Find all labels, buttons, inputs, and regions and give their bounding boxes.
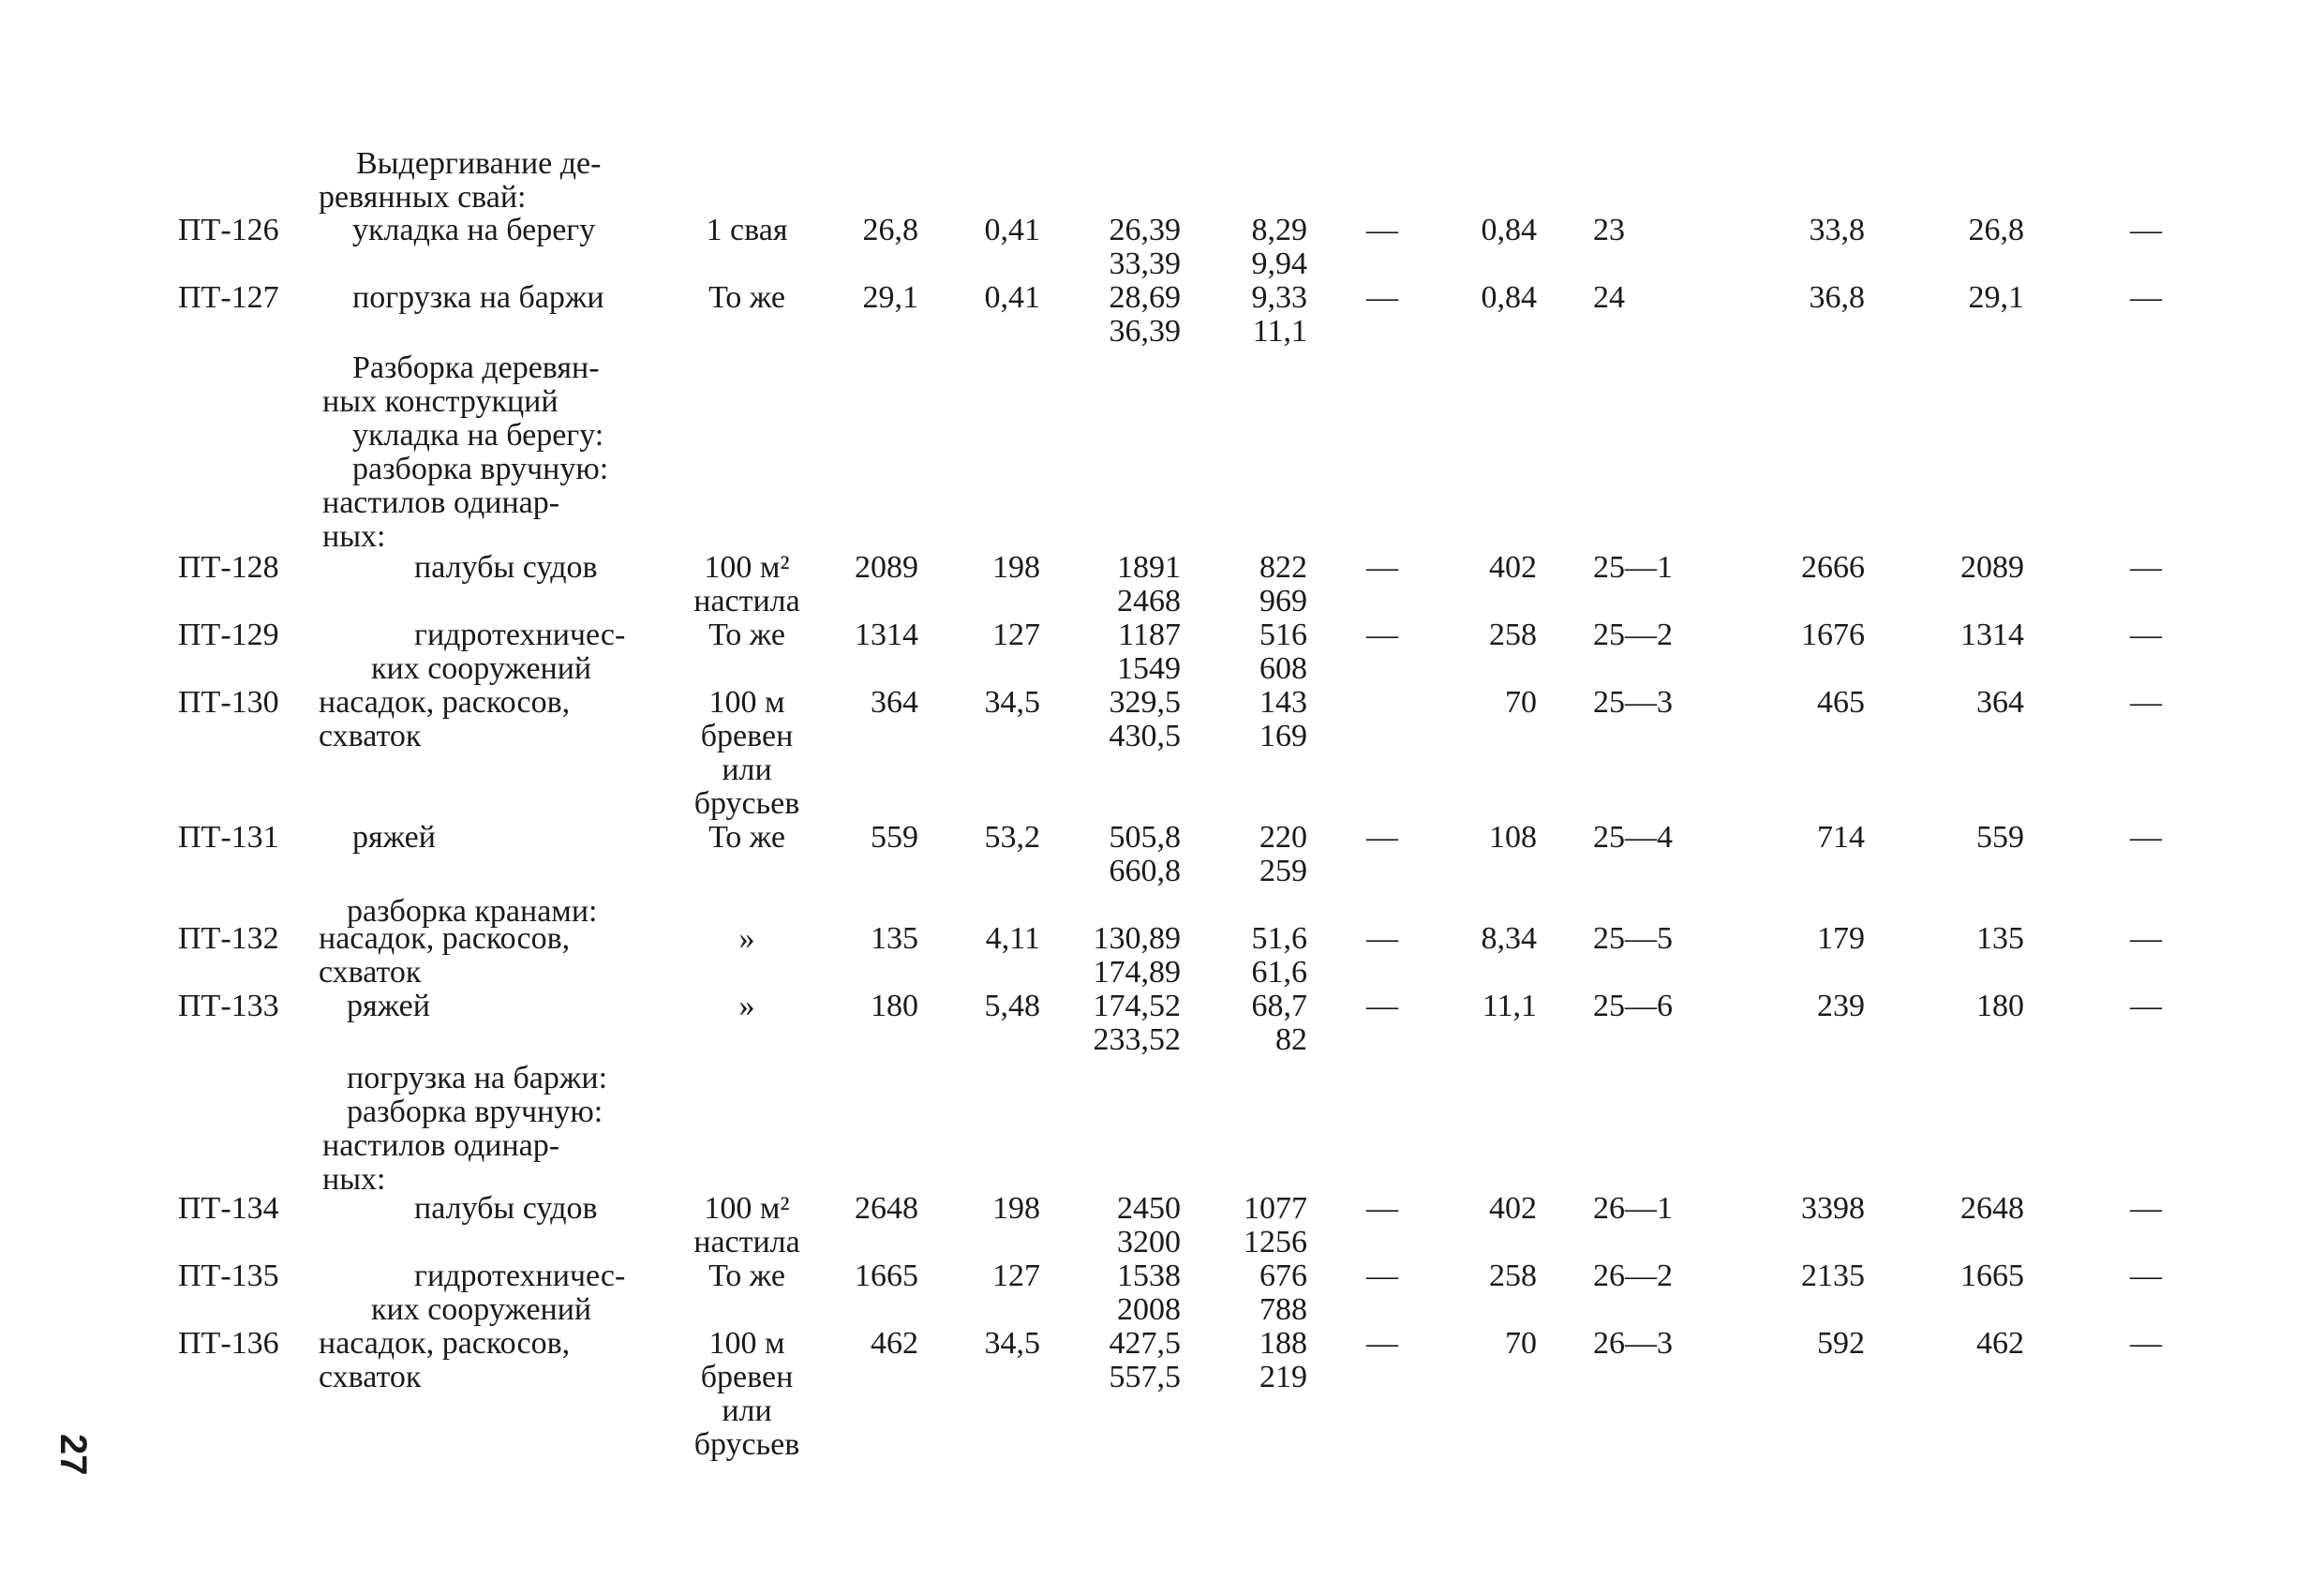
value-cell-total: 364 — [871, 685, 918, 720]
value-cell-pair-b-line: 82 — [1275, 1022, 1307, 1057]
value-cell-pair-b-line: 788 — [1259, 1292, 1307, 1327]
code-cell: ПТ-126 — [178, 213, 279, 247]
value-cell-total: 135 — [871, 921, 918, 956]
value-cell-pair-a — [1040, 1192, 1181, 1259]
dash-cell-last: — — [2130, 280, 2162, 315]
code-cell: ПТ-132 — [178, 921, 279, 956]
value-cell-labor: 70 — [1505, 1326, 1537, 1361]
value-cell-pair-b-line: 51,6 — [1251, 921, 1307, 956]
value-cell-pair-a — [1040, 1327, 1181, 1394]
description-cell — [309, 1192, 675, 1226]
value-cell-pair-a-line: 174,89 — [1093, 955, 1181, 990]
value-cell-total: 26,8 — [862, 213, 918, 247]
unit-cell — [677, 1192, 817, 1259]
description-cell-line: палубы судов — [414, 1191, 598, 1226]
value-cell-pair-a — [1040, 821, 1181, 888]
unit-cell-line: То же — [708, 280, 785, 315]
dash-cell: — — [1366, 1326, 1398, 1361]
value-cell-pair-a-line: 1538 — [1117, 1259, 1181, 1293]
value-cell-pair-a — [1040, 990, 1181, 1057]
value-cell-machine: 53,2 — [984, 820, 1040, 855]
unit-cell — [677, 214, 817, 247]
dash-cell-last: — — [2130, 618, 2162, 652]
heading-line: разборка вручную: — [347, 1095, 603, 1129]
value-cell-pair-b-line: 969 — [1259, 584, 1307, 618]
description-cell — [309, 821, 675, 855]
description-cell — [309, 618, 675, 686]
value-cell-pair-a-line: 1187 — [1118, 618, 1181, 652]
unit-cell-line: брусьев — [693, 786, 800, 821]
value-cell-pair-b-line: 219 — [1259, 1360, 1307, 1394]
reference-cell: 25—3 — [1593, 685, 1673, 720]
value-cell-machine: 198 — [992, 550, 1040, 585]
value-cell-machine: 5,48 — [984, 989, 1040, 1023]
value-cell-total: 462 — [871, 1326, 918, 1361]
page-number: 27 — [52, 1434, 94, 1476]
dash-cell: — — [1366, 213, 1398, 247]
code-cell: ПТ-134 — [178, 1191, 279, 1226]
description-cell-line: схваток — [319, 955, 422, 990]
description-cell — [309, 990, 675, 1023]
value-cell-pair-b-line: 143 — [1259, 685, 1307, 720]
unit-cell-line: 100 м² — [704, 550, 790, 585]
description-cell-line: палубы судов — [414, 550, 598, 585]
value-cell-pair-b-line: 169 — [1259, 719, 1307, 753]
unit-cell — [677, 922, 817, 956]
value-cell-pair-a-line: 505,8 — [1109, 820, 1181, 855]
value-cell-pair-b-line: 516 — [1259, 618, 1307, 652]
section-heading-pile-extraction — [309, 147, 675, 215]
value-cell-pair-a-line: 557,5 — [1109, 1360, 1181, 1394]
value-cell-pair-a-line: 1549 — [1117, 651, 1181, 686]
unit-cell-line: 100 м² — [704, 1191, 790, 1226]
unit-cell-line: настила — [693, 1225, 800, 1259]
value-cell-total: 2089 — [855, 550, 918, 585]
description-cell-line: ких сооружений — [371, 651, 592, 686]
heading-line: настилов одинар- — [322, 485, 560, 520]
value-cell-machine: 127 — [992, 618, 1040, 652]
dash-cell-last: — — [2130, 820, 2162, 855]
value-cell-labor: 8,34 — [1481, 921, 1537, 956]
value-cell-total: 29,1 — [862, 280, 918, 315]
value-cell-pair-a-line: 33,39 — [1109, 246, 1181, 281]
value-cell-final: 559 — [1976, 820, 2024, 855]
description-cell — [309, 686, 675, 753]
value-cell-pair-a — [1040, 214, 1181, 281]
value-cell-pair-b-line: 608 — [1259, 651, 1307, 686]
value-cell-total: 559 — [871, 820, 918, 855]
value-cell-labor: 402 — [1489, 1191, 1537, 1226]
unit-cell-line: » — [738, 921, 755, 956]
value-cell-final: 364 — [1976, 685, 2024, 720]
value-cell-pair-b-line: 8,29 — [1251, 213, 1307, 247]
dash-cell-last: — — [2130, 685, 2162, 720]
value-cell-pair-b-line: 9,33 — [1251, 280, 1307, 315]
value-cell-pair-a-line: 130,89 — [1093, 921, 1181, 956]
dash-cell-last: — — [2130, 550, 2162, 585]
dash-cell: — — [1366, 921, 1398, 956]
value-cell-labor: 11,1 — [1482, 989, 1537, 1023]
value-cell-total: 1314 — [855, 618, 918, 652]
value-cell-index: 2135 — [1801, 1259, 1865, 1293]
unit-cell-line: 100 м — [708, 1326, 785, 1361]
description-cell — [309, 281, 675, 315]
reference-cell: 24 — [1593, 280, 1625, 315]
value-cell-index: 3398 — [1801, 1191, 1865, 1226]
reference-cell: 26—1 — [1593, 1191, 1673, 1226]
value-cell-pair-b — [1181, 922, 1307, 990]
unit-cell — [677, 618, 817, 652]
description-cell-line: укладка на берегу — [352, 213, 596, 247]
description-cell-line: насадок, раскосов, — [319, 1326, 571, 1361]
unit-cell — [677, 1327, 817, 1462]
value-cell-pair-b-line: 61,6 — [1251, 955, 1307, 990]
dash-cell-last: — — [2130, 1259, 2162, 1293]
value-cell-machine: 4,11 — [985, 921, 1040, 956]
heading-line: разборка вручную: — [352, 452, 609, 486]
unit-cell-line: То же — [708, 1259, 785, 1293]
value-cell-machine: 127 — [992, 1259, 1040, 1293]
description-cell-line: ряжей — [347, 989, 430, 1023]
value-cell-index: 179 — [1817, 921, 1865, 956]
value-cell-machine: 0,41 — [984, 213, 1040, 247]
value-cell-pair-b-line: 188 — [1259, 1326, 1307, 1361]
unit-cell-line: 100 м — [708, 685, 785, 720]
value-cell-pair-a-line: 427,5 — [1109, 1326, 1181, 1361]
value-cell-index: 2666 — [1801, 550, 1865, 585]
code-cell: ПТ-135 — [178, 1259, 279, 1293]
value-cell-pair-b — [1181, 990, 1307, 1057]
value-cell-pair-a-line: 2450 — [1117, 1191, 1181, 1226]
section-heading-barge-loading — [309, 1062, 675, 1197]
value-cell-index: 239 — [1817, 989, 1865, 1023]
reference-cell: 25—6 — [1593, 989, 1673, 1023]
value-cell-index: 1676 — [1801, 618, 1865, 652]
value-cell-labor: 258 — [1489, 618, 1537, 652]
value-cell-labor: 0,84 — [1481, 280, 1537, 315]
value-cell-index: 33,8 — [1809, 213, 1865, 247]
dash-cell-last: — — [2130, 1326, 2162, 1361]
value-cell-machine: 198 — [992, 1191, 1040, 1226]
description-cell-line: насадок, раскосов, — [319, 921, 571, 956]
value-cell-index: 592 — [1817, 1326, 1865, 1361]
reference-cell: 26—3 — [1593, 1326, 1673, 1361]
unit-cell-line: брусьев — [693, 1427, 800, 1462]
value-cell-pair-b-line: 11,1 — [1252, 314, 1307, 349]
unit-cell-line: или — [722, 752, 772, 787]
heading-line: ных: — [322, 519, 386, 554]
value-cell-pair-a-line: 2468 — [1117, 584, 1181, 618]
unit-cell — [677, 990, 817, 1023]
value-cell-labor: 0,84 — [1481, 213, 1537, 247]
value-cell-labor: 108 — [1489, 820, 1537, 855]
value-cell-final: 135 — [1976, 921, 2024, 956]
reference-cell: 25—4 — [1593, 820, 1673, 855]
dash-cell: — — [1366, 820, 1398, 855]
value-cell-pair-b-line: 220 — [1259, 820, 1307, 855]
value-cell-final: 1665 — [1960, 1259, 2024, 1293]
value-cell-pair-a-line: 3200 — [1117, 1225, 1181, 1259]
value-cell-pair-b-line: 9,94 — [1251, 246, 1307, 281]
value-cell-final: 26,8 — [1968, 213, 2024, 247]
dash-cell: — — [1366, 1259, 1398, 1293]
value-cell-pair-a-line: 36,39 — [1109, 314, 1181, 349]
description-cell — [309, 1327, 675, 1394]
reference-cell: 25—2 — [1593, 618, 1673, 652]
value-cell-pair-b-line: 259 — [1259, 854, 1307, 888]
value-cell-pair-a — [1040, 922, 1181, 990]
value-cell-pair-a-line: 2008 — [1117, 1292, 1181, 1327]
section-heading-dismantling — [309, 351, 675, 554]
unit-cell-line: То же — [708, 820, 785, 855]
value-cell-pair-b-line: 676 — [1259, 1259, 1307, 1293]
value-cell-pair-b-line: 68,7 — [1251, 989, 1307, 1023]
value-cell-pair-a — [1040, 1259, 1181, 1327]
unit-cell — [677, 821, 817, 855]
description-cell — [309, 551, 675, 585]
code-cell: ПТ-136 — [178, 1326, 279, 1361]
value-cell-machine: 0,41 — [984, 280, 1040, 315]
unit-cell — [677, 551, 817, 618]
unit-cell — [677, 686, 817, 821]
value-cell-pair-b — [1181, 821, 1307, 888]
description-cell-line: схваток — [319, 1360, 422, 1394]
description-cell-line: гидротехничес- — [414, 1259, 626, 1293]
dash-cell-last: — — [2130, 989, 2162, 1023]
value-cell-pair-b-line: 822 — [1259, 550, 1307, 585]
dash-cell: — — [1366, 989, 1398, 1023]
value-cell-pair-a — [1040, 686, 1181, 753]
heading-line: настилов одинар- — [322, 1128, 560, 1163]
value-cell-pair-b — [1181, 686, 1307, 753]
value-cell-pair-a-line: 1891 — [1117, 550, 1181, 585]
heading-line: Выдергивание де- — [356, 146, 602, 181]
value-cell-index: 714 — [1817, 820, 1865, 855]
value-cell-pair-a — [1040, 551, 1181, 618]
value-cell-pair-a — [1040, 281, 1181, 349]
value-cell-labor: 402 — [1489, 550, 1537, 585]
unit-cell-line: » — [738, 989, 755, 1023]
description-cell-line: схваток — [319, 719, 422, 753]
description-cell-line: гидротехничес- — [414, 618, 626, 652]
dash-cell-last: — — [2130, 213, 2162, 247]
dash-cell: — — [1366, 550, 1398, 585]
reference-cell: 26—2 — [1593, 1259, 1673, 1293]
dash-cell: — — [1366, 1191, 1398, 1226]
value-cell-pair-a-line: 26,39 — [1109, 213, 1181, 247]
heading-line: укладка на берегу: — [352, 418, 604, 453]
value-cell-final: 180 — [1976, 989, 2024, 1023]
heading-line: ревянных свай: — [319, 180, 527, 215]
value-cell-pair-b — [1181, 618, 1307, 686]
value-cell-total: 180 — [871, 989, 918, 1023]
value-cell-pair-b — [1181, 214, 1307, 281]
value-cell-pair-b-line: 1256 — [1244, 1225, 1307, 1259]
unit-cell-line: или — [722, 1393, 772, 1428]
unit-cell — [677, 1259, 817, 1293]
heading-line: погрузка на баржи: — [347, 1061, 608, 1095]
code-cell: ПТ-127 — [178, 280, 279, 315]
unit-cell-line: бревен — [700, 719, 794, 753]
value-cell-pair-b — [1181, 281, 1307, 349]
description-cell-line: ких сооружений — [371, 1292, 592, 1327]
value-cell-labor: 70 — [1505, 685, 1537, 720]
reference-cell: 25—1 — [1593, 550, 1673, 585]
unit-cell-line: 1 свая — [706, 213, 788, 247]
description-cell — [309, 214, 675, 247]
description-cell-line: погрузка на баржи — [352, 280, 604, 315]
value-cell-pair-a-line: 174,52 — [1093, 989, 1181, 1023]
value-cell-final: 1314 — [1960, 618, 2024, 652]
reference-cell: 23 — [1593, 213, 1625, 247]
heading-line: ных конструкций — [322, 384, 559, 419]
dash-cell: — — [1366, 618, 1398, 652]
heading-line: разборка кранами: — [347, 894, 598, 929]
value-cell-pair-b — [1181, 1327, 1307, 1394]
value-cell-pair-a-line: 660,8 — [1109, 854, 1181, 888]
code-cell: ПТ-129 — [178, 618, 279, 652]
value-cell-pair-b — [1181, 551, 1307, 618]
value-cell-final: 462 — [1976, 1326, 2024, 1361]
code-cell: ПТ-133 — [178, 989, 279, 1023]
value-cell-final: 2089 — [1960, 550, 2024, 585]
value-cell-total: 1665 — [855, 1259, 918, 1293]
code-cell: ПТ-130 — [178, 685, 279, 720]
code-cell: ПТ-131 — [178, 820, 279, 855]
value-cell-pair-a-line: 430,5 — [1109, 719, 1181, 753]
unit-cell-line: То же — [708, 618, 785, 652]
value-cell-pair-b — [1181, 1192, 1307, 1259]
value-cell-pair-b — [1181, 1259, 1307, 1327]
heading-line: ных: — [322, 1162, 386, 1197]
unit-cell-line: настила — [693, 584, 800, 618]
dash-cell-last: — — [2130, 1191, 2162, 1226]
value-cell-machine: 34,5 — [984, 1326, 1040, 1361]
dash-cell-last: — — [2130, 921, 2162, 956]
value-cell-index: 465 — [1817, 685, 1865, 720]
value-cell-pair-a-line: 329,5 — [1109, 685, 1181, 720]
unit-cell — [677, 281, 817, 315]
value-cell-pair-a-line: 28,69 — [1109, 280, 1181, 315]
value-cell-final: 29,1 — [1968, 280, 2024, 315]
value-cell-machine: 34,5 — [984, 685, 1040, 720]
value-cell-total: 2648 — [855, 1191, 918, 1226]
description-cell-line: ряжей — [352, 820, 436, 855]
description-cell — [309, 922, 675, 990]
value-cell-pair-b-line: 1077 — [1244, 1191, 1307, 1226]
value-cell-index: 36,8 — [1809, 280, 1865, 315]
value-cell-pair-a — [1040, 618, 1181, 686]
value-cell-final: 2648 — [1960, 1191, 2024, 1226]
value-cell-labor: 258 — [1489, 1259, 1537, 1293]
description-cell — [309, 1259, 675, 1327]
reference-cell: 25—5 — [1593, 921, 1673, 956]
description-cell-line: насадок, раскосов, — [319, 685, 571, 720]
heading-line: Разборка деревян- — [352, 350, 600, 385]
unit-cell-line: бревен — [700, 1360, 794, 1394]
code-cell: ПТ-128 — [178, 550, 279, 585]
dash-cell: — — [1366, 280, 1398, 315]
value-cell-pair-a-line: 233,52 — [1093, 1022, 1181, 1057]
